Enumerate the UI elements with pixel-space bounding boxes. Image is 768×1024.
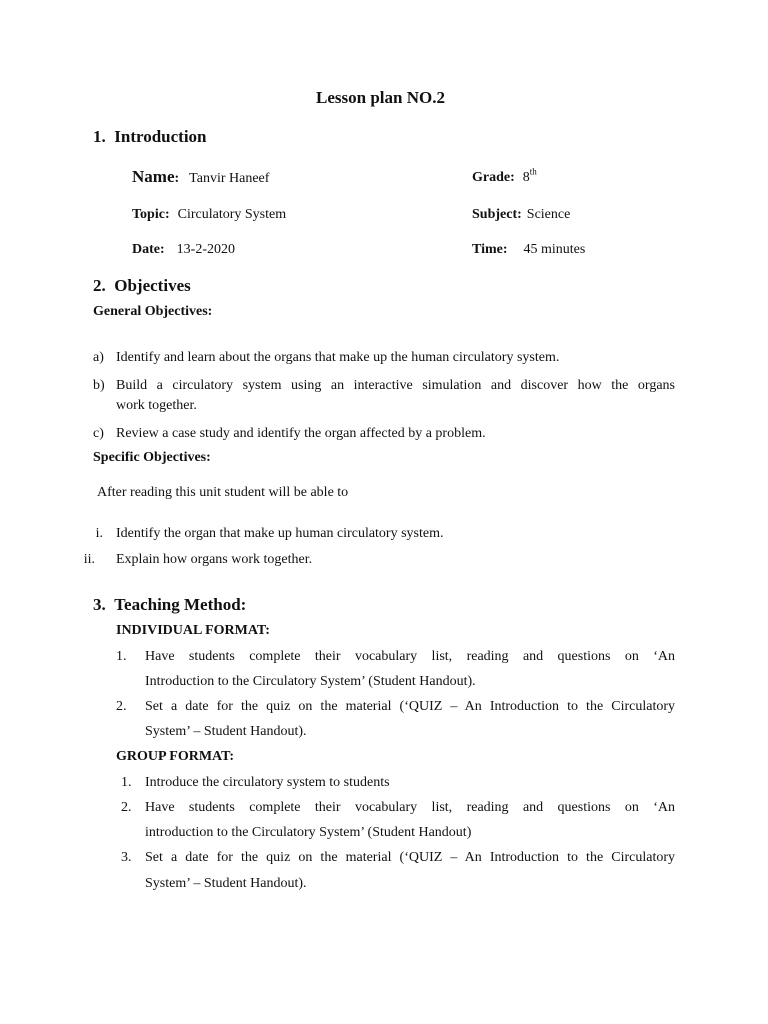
group-format-label: GROUP FORMAT: [116, 749, 235, 764]
specific-objectives-intro: After reading this unit student will be able to [97, 485, 349, 500]
specific-objectives-label: Specific Objectives: [93, 450, 211, 465]
name-field: Name: Tanvir Haneef [132, 167, 270, 186]
group-format-item: Set a date for the quiz on the material (‘QUIZ – An Introduction to the Circulatory [145, 850, 675, 865]
list-marker: a) [93, 350, 104, 365]
list-marker: 1. [121, 775, 132, 790]
individual-format-item-continuation: System’ – Student Handout). [145, 724, 307, 739]
topic-field [132, 205, 286, 223]
date-label: Date: [132, 242, 165, 257]
subject-value: Science [526, 207, 571, 222]
group-format-item: Introduce the circulatory system to students [145, 775, 390, 790]
general-objective-item: Build a circulatory system using an interactive simulation and discover how the organs [116, 378, 675, 393]
date-value: 13-2-2020 [176, 242, 235, 257]
individual-format-item-continuation: Introduction to the Circulatory System’ (Student Handout). [145, 674, 476, 689]
section-introduction-heading: 1. Introduction [93, 127, 207, 146]
grade-label: Grade: [472, 170, 515, 185]
group-format-item: Have students complete their vocabulary list, reading and questions on ‘An [145, 800, 675, 815]
list-marker: 2. [116, 699, 127, 714]
general-objective-item-continuation: work together. [116, 398, 197, 413]
group-format-item-continuation: System’ – Student Handout). [145, 876, 307, 891]
time-value: 45 minutes [523, 242, 586, 257]
section-objectives-heading: 2. Objectives [93, 276, 191, 295]
individual-format-label: INDIVIDUAL FORMAT: [116, 623, 270, 638]
name-value: Tanvir Haneef [189, 171, 270, 186]
time-label: Time: [472, 242, 508, 257]
specific-objective-item: Explain how organs work together. [116, 552, 313, 567]
list-marker: i. [95, 526, 103, 541]
subject-label: Subject: [472, 207, 522, 222]
list-marker: ii. [83, 552, 95, 567]
grade-value: 8 [522, 170, 530, 185]
specific-objective-item: Identify the organ that make up human circulatory system. [116, 526, 444, 541]
list-marker: b) [93, 378, 105, 393]
list-marker: c) [93, 426, 104, 441]
grade-superscript: th [529, 166, 537, 177]
list-marker: 3. [121, 850, 132, 865]
name-label: Name [132, 167, 175, 186]
individual-format-item: Set a date for the quiz on the material (‘QUIZ – An Introduction to the Circulatory [145, 699, 675, 714]
list-marker: 1. [116, 649, 127, 664]
document-title: Lesson plan NO.2 [316, 88, 445, 107]
group-format-item-continuation: introduction to the Circulatory System’ (Student Handout) [145, 825, 472, 840]
time-field [472, 240, 585, 258]
grade-field [472, 168, 537, 186]
topic-value: Circulatory System [177, 207, 287, 222]
list-marker: 2. [121, 800, 132, 815]
section-teaching-method-heading: 3. Teaching Method: [93, 595, 247, 614]
general-objectives-label: General Objectives: [93, 304, 213, 319]
subject-field [472, 205, 570, 223]
general-objective-item: Identify and learn about the organs that make up the human circulatory system. [116, 350, 560, 365]
topic-label: Topic: [132, 207, 170, 222]
date-field [132, 240, 235, 258]
general-objective-item: Review a case study and identify the organ affected by a problem. [116, 426, 486, 441]
individual-format-item: Have students complete their vocabulary list, reading and questions on ‘An [145, 649, 675, 664]
